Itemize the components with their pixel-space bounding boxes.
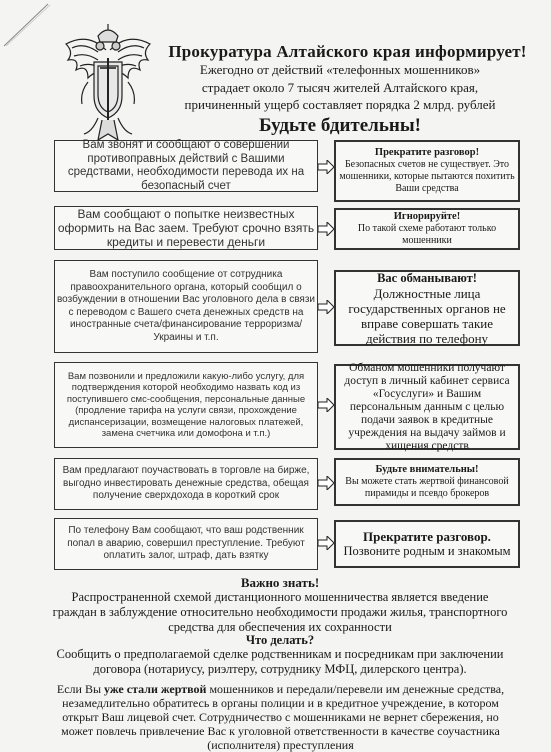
important-heading: Важно знать!: [240, 575, 320, 590]
arrow-right-icon: [318, 222, 334, 236]
header-line-1: Ежегодно от действий «телефонных мошенников»: [199, 62, 481, 77]
advice-text: Позвоните родным и знакомым: [343, 544, 511, 558]
scheme-advice: [334, 361, 520, 452]
advice-title: Вас обманывают!: [377, 270, 477, 285]
scheme-advice: [334, 208, 520, 250]
header-line-3: причиненный ущерб составляет порядка 2 млрд. рублей: [184, 97, 496, 112]
advice-text: Обманом мошенники получают доступ в личный кабинет сервиса «Госуслуги» и Вашим персональным данным с целью подачи заявок в кредитные учреждения на выдачу займов и хищения средств: [344, 361, 510, 452]
prosecutor-emblem-icon: [58, 22, 158, 150]
advice-text: По такой схеме работают только мошенники: [357, 223, 497, 246]
scheme-advice: [334, 140, 520, 202]
scheme-advice: [334, 270, 520, 346]
what-to-do-heading: Что делать?: [245, 633, 315, 647]
advice-title: Игнорируйте!: [393, 211, 461, 222]
arrow-right-icon: [318, 536, 334, 550]
advice-title: Будьте внимательны!: [375, 464, 479, 475]
scheme-description: Вам сообщают о попытке неизвестных оформить на Вас заем. Требуют срочно взять кредиты и перевести деньги: [54, 206, 318, 250]
victim-emphasis: уже стали жертвой: [104, 682, 207, 696]
arrow-right-icon: [318, 300, 334, 314]
arrow-right-icon: [318, 398, 334, 412]
scheme-advice: [334, 520, 520, 568]
scheme-description: По телефону Вам сообщают, что ваш родственник попал в аварию, совершил преступление. Требуют оплатить залог, штраф, дать взятку: [54, 518, 318, 570]
advice-title: Прекратите разговор.: [363, 528, 491, 544]
advice-text: Должностные лица государственных органов не вправе совершать такие действия по телефону: [348, 285, 506, 346]
scheme-description: Вам звонят и сообщают о совершении противоправных действий с Вашими средствами, необходимости перевода их на безопасный счет: [54, 140, 318, 192]
scan-mark: [0, 0, 60, 50]
victim-advice-text: Если Вы уже стали жертвой мошенников и передали/перевели им денежные средства, незамедлительно обратитесь в органы полиции и в кредитное учреждение, в котором открыт Ваш лицевой счет. Сотрудничество с мошенниками не вернет сбережения, но может повлечь привлечение Вас к уголовной ответственности в качестве соучастника (исполнителя) преступления: [56, 682, 505, 752]
scheme-description: Вам позвонили и предложили какую-либо услугу, для подтверждения которой необходимо назвать код из поступившего смс-сообщения, персональные данные (продление тарифа на услуги связи, прохождение диспансеризации, возмещение налоговых платежей, замена счетчика или домофона и т.п.): [54, 362, 318, 448]
important-text: Распространенной схемой дистанционного мошенничества является введение граждан в заблуждение относительно необходимости продажи жилья, транспортного средства для обеспечения их сохранности: [52, 590, 508, 634]
advice-title: Прекратите разговор!: [374, 147, 480, 158]
advice-text: Вы можете стать жертвой финансовой пирамиды и псевдо брокеров: [345, 476, 509, 499]
alert-title: Будьте бдительны!: [258, 115, 421, 136]
advice-text: Безопасных счетов не существует. Это мошенники, которые пытаются похитить Ваши средства: [339, 159, 515, 194]
header-title: Прокуратура Алтайского края информирует!: [168, 42, 527, 61]
arrow-right-icon: [318, 160, 334, 174]
arrow-right-icon: [318, 476, 334, 490]
what-to-do-text: Сообщить о предполагаемой сделке родственникам и посредникам при заключении договора (нотариусу, риэлтеру, сотруднику МФЦ, дилерского центра).: [56, 647, 504, 676]
scheme-description: Вам предлагают поучаствовать в торговле на бирже, выгодно инвестировать денежные средства, обещая получение сверхдохода в короткий срок: [54, 458, 318, 510]
scheme-description: Вам поступило сообщение от сотрудника правоохранительного органа, который сообщил о возбуждении в отношении Вас уголовного дела в связи с переводом с Вашего счета денежных средств на иностранные счета/финансирование терроризма/Украины и т.п.: [54, 260, 318, 353]
header-line-2: страдает около 7 тысяч жителей Алтайского края,: [201, 80, 479, 95]
scheme-advice: [334, 458, 520, 506]
